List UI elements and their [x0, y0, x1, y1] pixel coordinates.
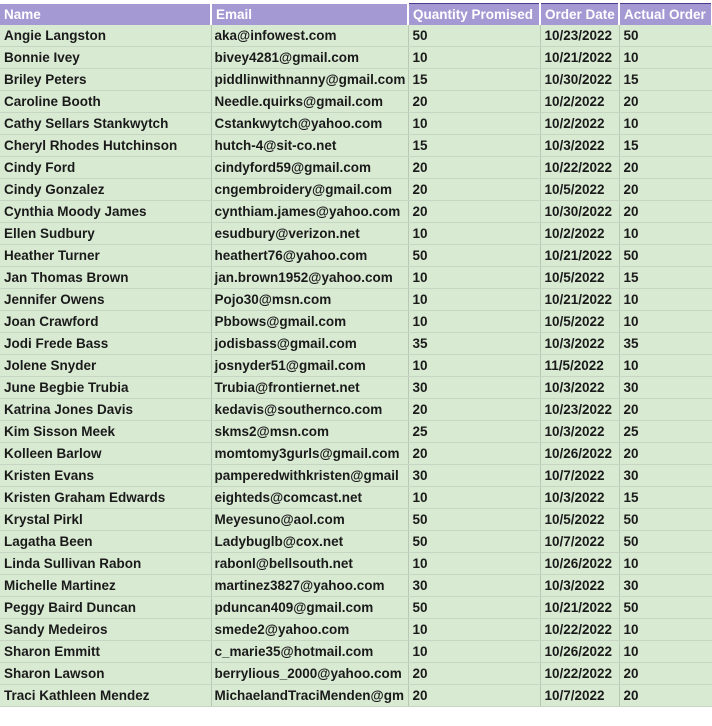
name-cell[interactable]: Kristen Graham Edwards [0, 487, 211, 509]
actual-order-cell[interactable]: 15 [619, 267, 712, 289]
actual-order-cell[interactable]: 10 [619, 619, 712, 641]
quantity-promised-cell[interactable]: 15 [408, 69, 540, 91]
order-date-cell[interactable]: 10/23/2022 [540, 25, 619, 47]
quantity-promised-cell[interactable]: 20 [408, 685, 540, 707]
quantity-promised-cell[interactable]: 10 [408, 641, 540, 663]
quantity-promised-cell[interactable]: 10 [408, 487, 540, 509]
quantity-promised-cell[interactable]: 10 [408, 223, 540, 245]
orders-table [0, 3, 712, 707]
name-cell[interactable]: Kim Sisson Meek [0, 421, 211, 443]
name-cell[interactable]: Angie Langston [0, 25, 211, 47]
table-row [0, 685, 712, 707]
name-cell[interactable]: Lagatha Been [0, 531, 211, 553]
actual-order-cell[interactable]: 10 [619, 641, 712, 663]
actual-order-cell[interactable]: 10 [619, 553, 712, 575]
name-cell[interactable]: Cathy Sellars Stankwytch [0, 113, 211, 135]
actual-order-cell[interactable]: 50 [619, 531, 712, 553]
email-cell[interactable]: martinez3827@yahoo.com [211, 575, 408, 597]
order-date-cell[interactable]: 10/22/2022 [540, 157, 619, 179]
email-cell[interactable]: pduncan409@gmail.com [211, 597, 408, 619]
email-cell[interactable]: Needle.quirks@gmail.com [211, 91, 408, 113]
order-date-cell[interactable]: 10/5/2022 [540, 267, 619, 289]
name-cell[interactable]: Kolleen Barlow [0, 443, 211, 465]
email-cell[interactable]: eighteds@comcast.net [211, 487, 408, 509]
table-row [0, 223, 712, 245]
email-cell[interactable]: momtomy3gurls@gmail.com [211, 443, 408, 465]
actual-order-cell[interactable]: 20 [619, 399, 712, 421]
actual-order-cell[interactable]: 50 [619, 25, 712, 47]
table-row [0, 113, 712, 135]
quantity-promised-cell[interactable]: 50 [408, 25, 540, 47]
name-cell[interactable]: Traci Kathleen Mendez [0, 685, 211, 707]
email-cell[interactable]: Trubia@frontiernet.net [211, 377, 408, 399]
email-cell[interactable]: MichaelandTraciMenden@gm [211, 685, 408, 707]
table-row [0, 619, 712, 641]
name-cell[interactable]: Michelle Martinez [0, 575, 211, 597]
name-cell[interactable]: Briley Peters [0, 69, 211, 91]
name-cell[interactable]: Krystal Pirkl [0, 509, 211, 531]
order-date-cell[interactable]: 10/3/2022 [540, 135, 619, 157]
quantity-promised-cell[interactable]: 15 [408, 135, 540, 157]
email-cell[interactable]: kedavis@southernco.com [211, 399, 408, 421]
table-row [0, 201, 712, 223]
name-cell[interactable]: Peggy Baird Duncan [0, 597, 211, 619]
table-row [0, 333, 712, 355]
quantity-promised-cell[interactable]: 10 [408, 553, 540, 575]
name-cell[interactable]: Cindy Ford [0, 157, 211, 179]
order-date-cell[interactable]: 10/2/2022 [540, 223, 619, 245]
email-cell[interactable]: Pojo30@msn.com [211, 289, 408, 311]
table-row [0, 355, 712, 377]
quantity-promised-cell[interactable]: 50 [408, 531, 540, 553]
name-cell[interactable]: Jodi Frede Bass [0, 333, 211, 355]
order-date-cell[interactable]: 10/30/2022 [540, 69, 619, 91]
table-row [0, 553, 712, 575]
name-cell[interactable]: Bonnie Ivey [0, 47, 211, 69]
email-cell[interactable]: cynthiam.james@yahoo.com [211, 201, 408, 223]
header-row [0, 4, 712, 26]
actual-order-cell[interactable]: 15 [619, 135, 712, 157]
order-date-cell[interactable]: 10/21/2022 [540, 289, 619, 311]
order-date-cell[interactable]: 10/5/2022 [540, 509, 619, 531]
table-row [0, 377, 712, 399]
quantity-promised-cell[interactable]: 20 [408, 91, 540, 113]
order-date-cell[interactable]: 10/26/2022 [540, 641, 619, 663]
actual-order-cell[interactable]: 30 [619, 465, 712, 487]
orders-spreadsheet [0, 3, 712, 707]
order-date-cell[interactable]: 10/2/2022 [540, 91, 619, 113]
actual-order-cell[interactable]: 10 [619, 223, 712, 245]
table-row [0, 245, 712, 267]
quantity-promised-cell[interactable]: 20 [408, 201, 540, 223]
name-cell[interactable]: Sharon Lawson [0, 663, 211, 685]
quantity-promised-cell[interactable]: 50 [408, 597, 540, 619]
quantity-promised-cell[interactable]: 10 [408, 311, 540, 333]
name-cell[interactable]: Jolene Snyder [0, 355, 211, 377]
table-row [0, 509, 712, 531]
table-row [0, 135, 712, 157]
quantity-promised-cell[interactable]: 20 [408, 443, 540, 465]
header-email[interactable]: Email [211, 4, 408, 26]
email-cell[interactable]: cindyford59@gmail.com [211, 157, 408, 179]
header-name[interactable]: Name [0, 4, 211, 26]
email-cell[interactable]: heathert76@yahoo.com [211, 245, 408, 267]
email-cell[interactable]: c_marie35@hotmail.com [211, 641, 408, 663]
name-cell[interactable]: Kristen Evans [0, 465, 211, 487]
quantity-promised-cell[interactable]: 10 [408, 113, 540, 135]
order-date-cell[interactable]: 10/2/2022 [540, 113, 619, 135]
email-cell[interactable]: josnyder51@gmail.com [211, 355, 408, 377]
email-cell[interactable]: cngembroidery@gmail.com [211, 179, 408, 201]
email-cell[interactable]: esudbury@verizon.net [211, 223, 408, 245]
actual-order-cell[interactable]: 10 [619, 289, 712, 311]
email-cell[interactable]: hutch-4@sit-co.net [211, 135, 408, 157]
table-row [0, 399, 712, 421]
actual-order-cell[interactable]: 20 [619, 443, 712, 465]
table-row [0, 421, 712, 443]
name-cell[interactable]: Jennifer Owens [0, 289, 211, 311]
quantity-promised-cell[interactable]: 10 [408, 267, 540, 289]
actual-order-cell[interactable]: 30 [619, 575, 712, 597]
header-quantity-promised[interactable]: Quantity Promised [408, 4, 540, 26]
actual-order-cell[interactable]: 15 [619, 69, 712, 91]
quantity-promised-cell[interactable]: 50 [408, 509, 540, 531]
order-date-cell[interactable]: 10/3/2022 [540, 575, 619, 597]
email-cell[interactable]: bivey4281@gmail.com [211, 47, 408, 69]
order-date-cell[interactable]: 10/26/2022 [540, 443, 619, 465]
email-cell[interactable]: aka@infowest.com [211, 25, 408, 47]
email-cell[interactable]: berrylious_2000@yahoo.com [211, 663, 408, 685]
table-row [0, 91, 712, 113]
order-date-cell[interactable]: 10/7/2022 [540, 531, 619, 553]
name-cell[interactable]: Katrina Jones Davis [0, 399, 211, 421]
order-date-cell[interactable]: 10/26/2022 [540, 553, 619, 575]
order-date-cell[interactable]: 10/3/2022 [540, 421, 619, 443]
email-cell[interactable]: piddlinwithnanny@gmail.com [211, 69, 408, 91]
actual-order-cell[interactable]: 20 [619, 685, 712, 707]
quantity-promised-cell[interactable]: 10 [408, 355, 540, 377]
name-cell[interactable]: Joan Crawford [0, 311, 211, 333]
order-date-cell[interactable]: 10/22/2022 [540, 663, 619, 685]
actual-order-cell[interactable]: 20 [619, 91, 712, 113]
quantity-promised-cell[interactable]: 30 [408, 377, 540, 399]
table-row [0, 179, 712, 201]
order-date-cell[interactable]: 10/30/2022 [540, 201, 619, 223]
quantity-promised-cell[interactable]: 50 [408, 245, 540, 267]
quantity-promised-cell[interactable]: 35 [408, 333, 540, 355]
quantity-promised-cell[interactable]: 20 [408, 157, 540, 179]
actual-order-cell[interactable]: 35 [619, 333, 712, 355]
actual-order-cell[interactable]: 15 [619, 487, 712, 509]
table-row [0, 641, 712, 663]
name-cell[interactable]: Sandy Medeiros [0, 619, 211, 641]
quantity-promised-cell[interactable]: 25 [408, 421, 540, 443]
order-date-cell[interactable]: 10/3/2022 [540, 377, 619, 399]
name-cell[interactable]: Cheryl Rhodes Hutchinson [0, 135, 211, 157]
quantity-promised-cell[interactable]: 10 [408, 289, 540, 311]
quantity-promised-cell[interactable]: 20 [408, 179, 540, 201]
header-actual-order[interactable]: Actual Order [619, 4, 712, 26]
actual-order-cell[interactable]: 10 [619, 355, 712, 377]
header-order-date[interactable]: Order Date [540, 4, 619, 26]
actual-order-cell[interactable]: 50 [619, 597, 712, 619]
order-date-cell[interactable]: 11/5/2022 [540, 355, 619, 377]
table-row [0, 487, 712, 509]
order-date-cell[interactable]: 10/3/2022 [540, 333, 619, 355]
quantity-promised-cell[interactable]: 30 [408, 575, 540, 597]
order-date-cell[interactable]: 10/21/2022 [540, 47, 619, 69]
email-cell[interactable]: Pbbows@gmail.com [211, 311, 408, 333]
name-cell[interactable]: Ellen Sudbury [0, 223, 211, 245]
table-row [0, 69, 712, 91]
quantity-promised-cell[interactable]: 30 [408, 465, 540, 487]
actual-order-cell[interactable]: 10 [619, 311, 712, 333]
table-row [0, 575, 712, 597]
name-cell[interactable]: Heather Turner [0, 245, 211, 267]
actual-order-cell[interactable]: 25 [619, 421, 712, 443]
table-row [0, 531, 712, 553]
order-date-cell[interactable]: 10/21/2022 [540, 597, 619, 619]
order-date-cell[interactable]: 10/21/2022 [540, 245, 619, 267]
actual-order-cell[interactable]: 20 [619, 663, 712, 685]
table-row [0, 597, 712, 619]
name-cell[interactable]: Caroline Booth [0, 91, 211, 113]
email-cell[interactable]: pamperedwithkristen@gmail [211, 465, 408, 487]
order-date-cell[interactable]: 10/23/2022 [540, 399, 619, 421]
table-row [0, 47, 712, 69]
order-date-cell[interactable]: 10/5/2022 [540, 311, 619, 333]
actual-order-cell[interactable]: 20 [619, 157, 712, 179]
quantity-promised-cell[interactable]: 20 [408, 663, 540, 685]
name-cell[interactable]: Sharon Emmitt [0, 641, 211, 663]
table-row [0, 289, 712, 311]
table-row [0, 157, 712, 179]
name-cell[interactable]: June Begbie Trubia [0, 377, 211, 399]
table-row [0, 311, 712, 333]
quantity-promised-cell[interactable]: 20 [408, 399, 540, 421]
name-cell[interactable]: Jan Thomas Brown [0, 267, 211, 289]
quantity-promised-cell[interactable]: 10 [408, 619, 540, 641]
actual-order-cell[interactable]: 20 [619, 179, 712, 201]
quantity-promised-cell[interactable]: 10 [408, 47, 540, 69]
email-cell[interactable]: Meyesuno@aol.com [211, 509, 408, 531]
name-cell[interactable]: Cindy Gonzalez [0, 179, 211, 201]
actual-order-cell[interactable]: 10 [619, 113, 712, 135]
actual-order-cell[interactable]: 10 [619, 47, 712, 69]
email-cell[interactable]: jodisbass@gmail.com [211, 333, 408, 355]
order-date-cell[interactable]: 10/3/2022 [540, 487, 619, 509]
table-row [0, 25, 712, 47]
order-date-cell[interactable]: 10/7/2022 [540, 465, 619, 487]
table-row [0, 465, 712, 487]
table-row [0, 443, 712, 465]
table-row [0, 663, 712, 685]
actual-order-cell[interactable]: 50 [619, 509, 712, 531]
email-cell[interactable]: skms2@msn.com [211, 421, 408, 443]
email-cell[interactable]: rabonl@bellsouth.net [211, 553, 408, 575]
email-cell[interactable]: Ladybuglb@cox.net [211, 531, 408, 553]
name-cell[interactable]: Cynthia Moody James [0, 201, 211, 223]
order-date-cell[interactable]: 10/22/2022 [540, 619, 619, 641]
email-cell[interactable]: smede2@yahoo.com [211, 619, 408, 641]
email-cell[interactable]: jan.brown1952@yahoo.com [211, 267, 408, 289]
table-row [0, 267, 712, 289]
order-date-cell[interactable]: 10/5/2022 [540, 179, 619, 201]
actual-order-cell[interactable]: 30 [619, 377, 712, 399]
email-cell[interactable]: Cstankwytch@yahoo.com [211, 113, 408, 135]
order-date-cell[interactable]: 10/7/2022 [540, 685, 619, 707]
name-cell[interactable]: Linda Sullivan Rabon [0, 553, 211, 575]
actual-order-cell[interactable]: 50 [619, 245, 712, 267]
actual-order-cell[interactable]: 20 [619, 201, 712, 223]
